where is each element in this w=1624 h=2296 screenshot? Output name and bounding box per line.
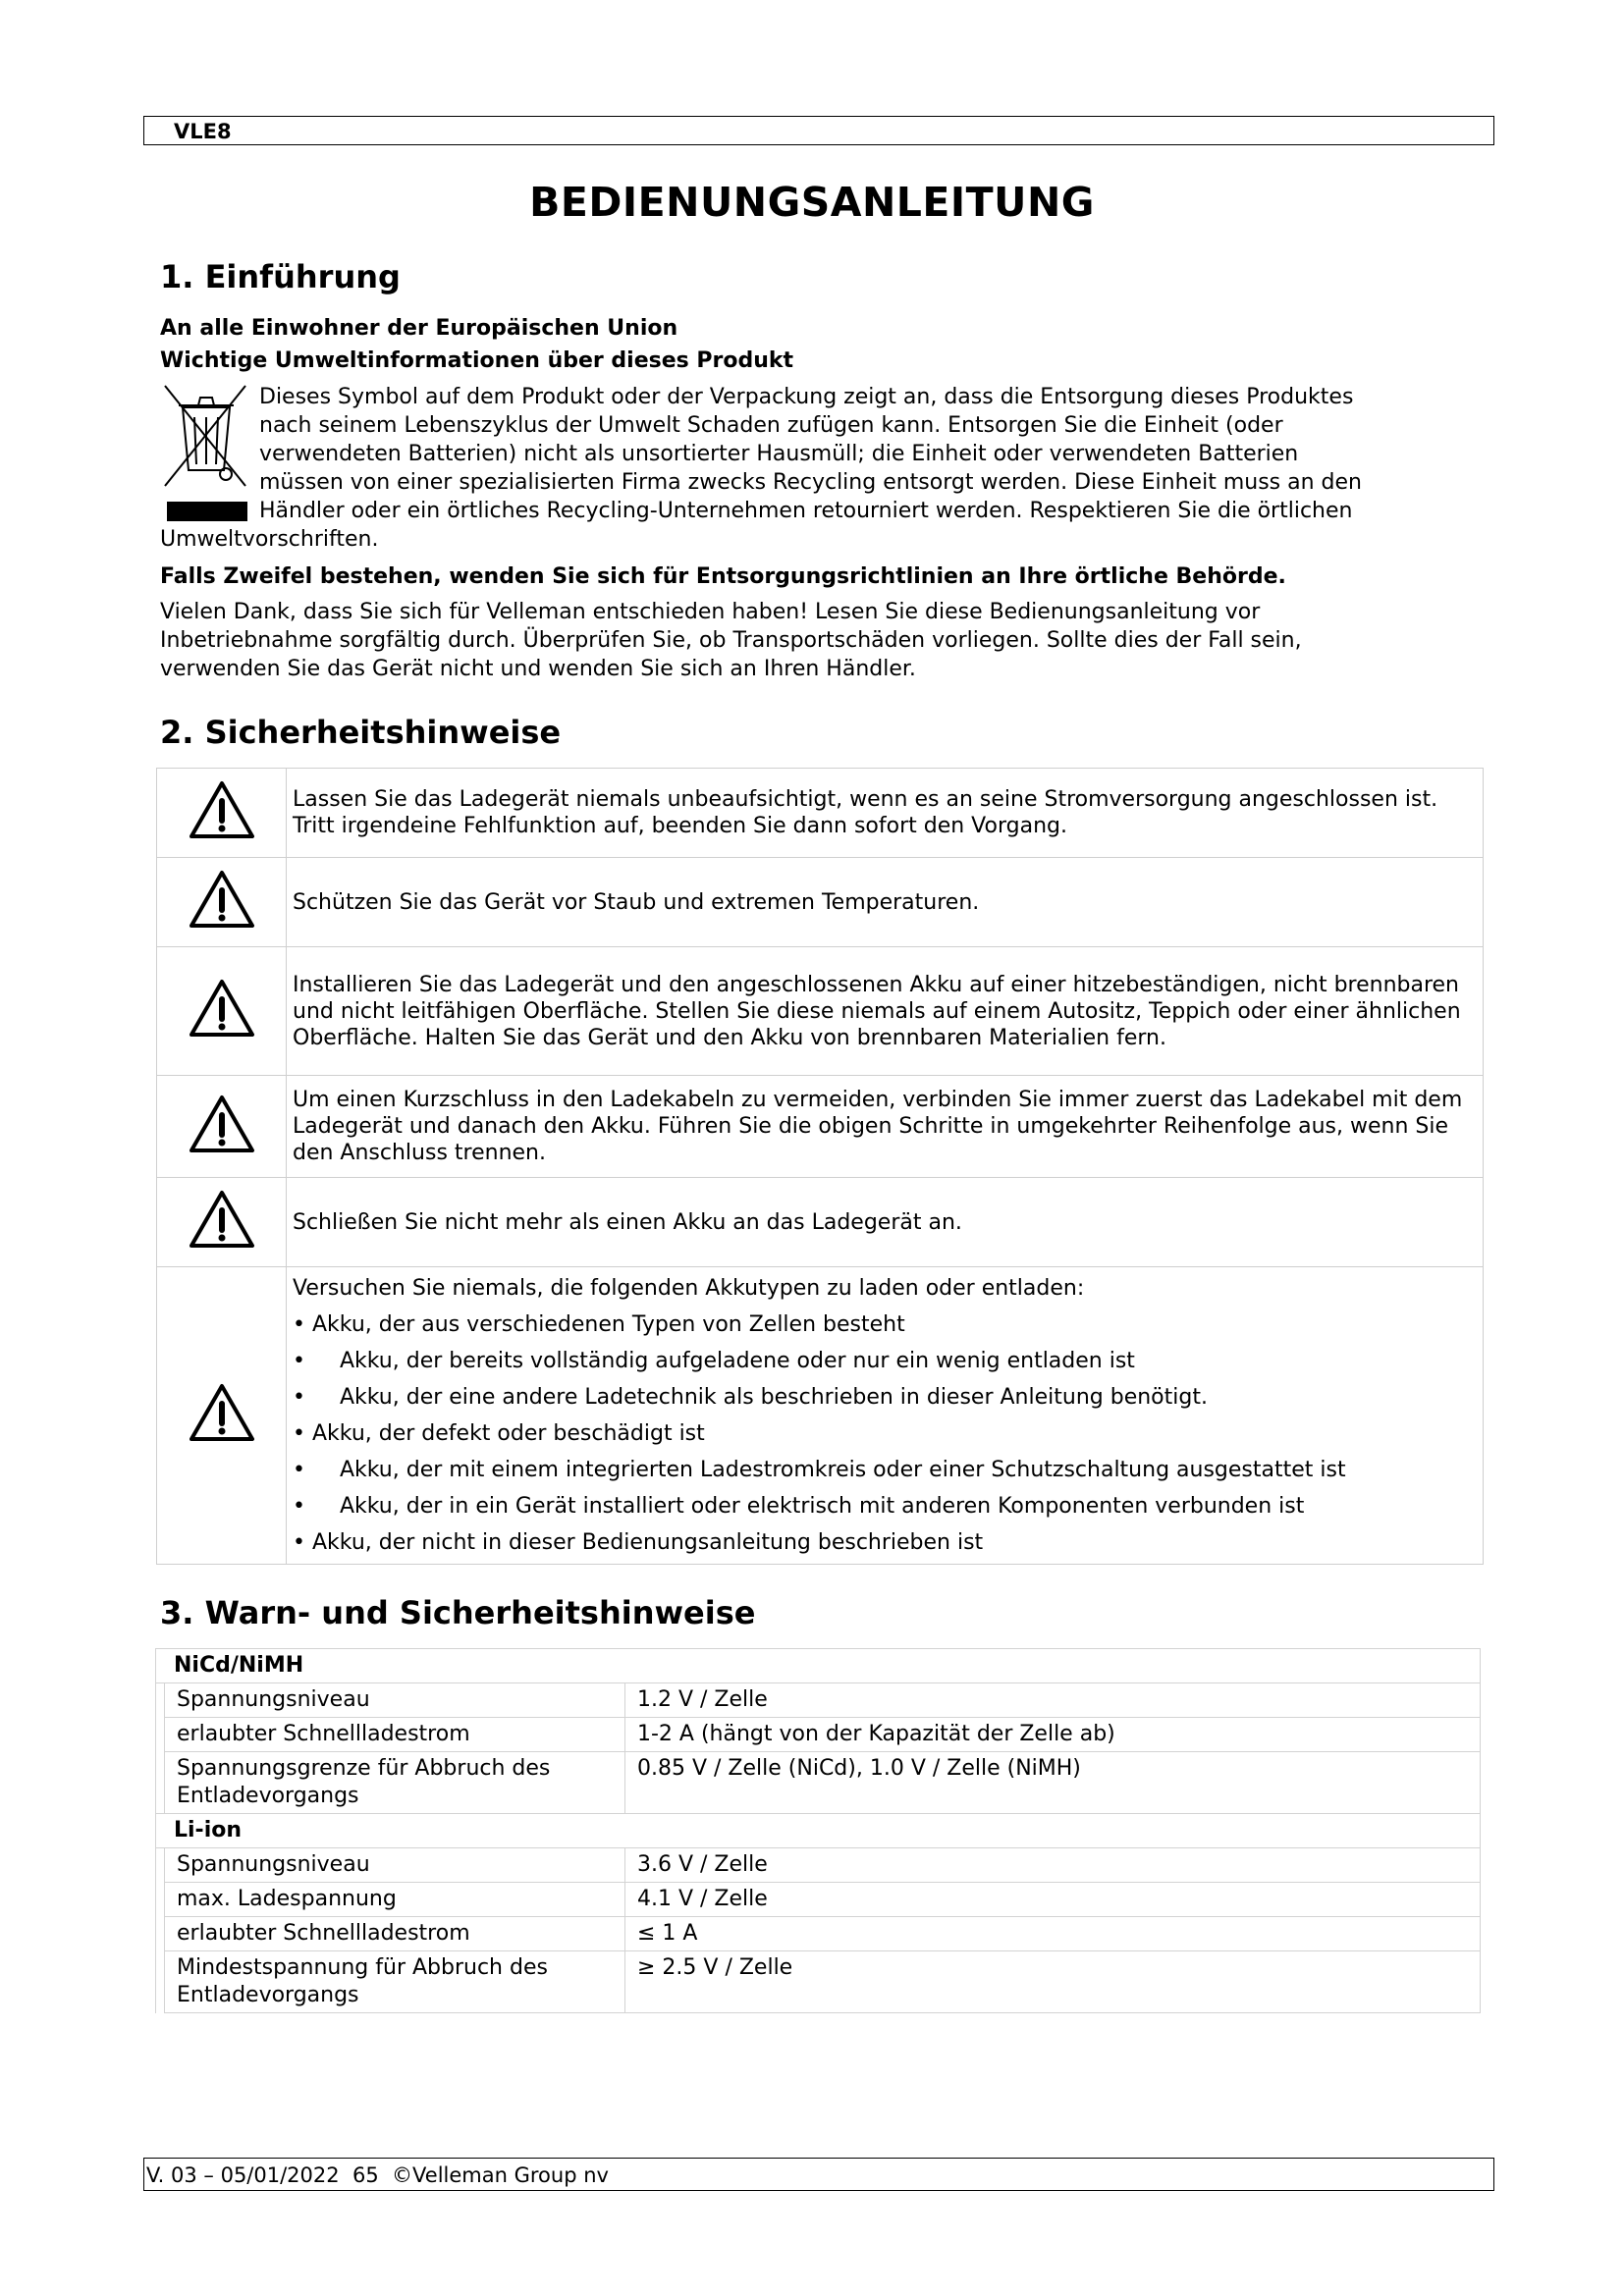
list-item: • Akku, der in ein Gerät installiert oder elektrisch mit anderen Komponenten verbunden ist xyxy=(293,1493,1305,1519)
list-item: • Akku, der nicht in dieser Bedienungsanleitung beschrieben ist xyxy=(293,1529,984,1555)
thanks-paragraph xyxy=(160,598,1302,683)
safety-text: Schließen Sie nicht mehr als einen Akku an das Ladegerät an. xyxy=(287,1178,1484,1267)
spec-label: Spannungsniveau xyxy=(165,1848,625,1883)
section-2-heading: 2. Sicherheitshinweise xyxy=(160,714,562,751)
table-row xyxy=(156,1848,1481,1883)
table-row xyxy=(156,1683,1481,1718)
safety-table xyxy=(156,768,1484,1565)
thanks-line: Vielen Dank, dass Sie sich für Velleman entschieden haben! Lesen Sie diese Bedienungsanleitung vor xyxy=(160,600,1261,624)
weee-paragraph xyxy=(259,383,1362,525)
warning-icon xyxy=(157,1178,287,1267)
list-item: • Akku, der aus verschiedenen Typen von Zellen besteht xyxy=(293,1311,905,1337)
safety-list-cell xyxy=(287,1267,1484,1565)
safety-text: Installieren Sie das Ladegerät und den angeschlossenen Akku auf einer hitzebeständigen, nicht brennbaren und nicht leitfähigen Oberfläche. Stellen Sie diese niemals auf einem Autositz, Teppich oder einer ähnlichen Oberfläche. Halten Sie das Gerät und den Akku von brennbaren Materialien fern. xyxy=(287,947,1484,1076)
spec-value: 0.85 V / Zelle (NiCd), 1.0 V / Zelle (NiMH) xyxy=(625,1752,1481,1814)
safety-text: Lassen Sie das Ladegerät niemals unbeaufsichtigt, wenn es an seine Stromversorgung angeschlossen ist. Tritt irgendeine Fehlfunktion auf, beenden Sie dann sofort den Vorgang. xyxy=(287,769,1484,858)
list-item: • Akku, der mit einem integrierten Ladestromkreis oder einer Schutzschaltung ausgestattet ist xyxy=(293,1457,1346,1482)
page-header xyxy=(143,116,1494,145)
spec-value: ≤ 1 A xyxy=(625,1917,1481,1951)
safety-row xyxy=(157,1178,1484,1267)
list-item: • Akku, der bereits vollständig aufgeladene oder nur ein wenig entladen ist xyxy=(293,1348,1135,1373)
thanks-line: verwenden Sie das Gerät nicht und wenden Sie sich an Ihren Händler. xyxy=(160,657,916,681)
spec-value: ≥ 2.5 V / Zelle xyxy=(625,1951,1481,2013)
spec-label: max. Ladespannung xyxy=(165,1883,625,1917)
model-label: VLE8 xyxy=(174,120,232,143)
group-label: NiCd/NiMH xyxy=(156,1649,1481,1683)
env-info-line: Wichtige Umweltinformationen über dieses Produkt xyxy=(160,348,794,373)
table-row xyxy=(156,1752,1481,1814)
section-3-heading: 3. Warn- und Sicherheitshinweise xyxy=(160,1594,756,1631)
page-footer xyxy=(143,2158,1494,2191)
list-item: • Akku, der eine andere Ladetechnik als beschrieben in dieser Anleitung benötigt. xyxy=(293,1384,1208,1410)
spec-label: Mindestspannung für Abbruch des Entladevorgangs xyxy=(165,1951,625,2013)
spec-value: 3.6 V / Zelle xyxy=(625,1848,1481,1883)
warning-icon xyxy=(157,947,287,1076)
table-row xyxy=(156,1917,1481,1951)
list-item: • Akku, der defekt oder beschädigt ist xyxy=(293,1420,705,1446)
battery-type-list xyxy=(293,1307,1477,1561)
footer-text: V. 03 – 05/01/2022 65 ©Velleman Group nv xyxy=(146,2163,609,2187)
warning-icon xyxy=(157,858,287,947)
document-title: BEDIENUNGSANLEITUNG xyxy=(529,179,1095,226)
table-row xyxy=(156,1718,1481,1752)
weee-line: Händler oder ein örtliches Recycling-Unternehmen retourniert werden. Respektieren Sie die örtlichen xyxy=(259,499,1353,523)
weee-bin-icon xyxy=(161,382,254,527)
safety-row xyxy=(157,947,1484,1076)
spec-value: 4.1 V / Zelle xyxy=(625,1883,1481,1917)
table-row xyxy=(156,1951,1481,2013)
safety-row xyxy=(157,1267,1484,1565)
warning-icon xyxy=(157,1267,287,1565)
weee-line: nach seinem Lebenszyklus der Umwelt Schaden zufügen kann. Entsorgen Sie die Einheit (oder xyxy=(259,413,1283,438)
spec-label: Spannungsgrenze für Abbruch des Entladevorgangs xyxy=(165,1752,625,1814)
warning-icon xyxy=(157,1076,287,1178)
spec-value: 1.2 V / Zelle xyxy=(625,1683,1481,1718)
spec-value: 1-2 A (hängt von der Kapazität der Zelle ab) xyxy=(625,1718,1481,1752)
spec-label: erlaubter Schnellladestrom xyxy=(165,1718,625,1752)
safety-row xyxy=(157,1076,1484,1178)
thanks-line: Inbetriebnahme sorgfältig durch. Überprüfen Sie, ob Transportschäden vorliegen. Sollte dies der Fall sein, xyxy=(160,628,1302,653)
safety-list-lead: Versuchen Sie niemals, die folgenden Akkutypen zu laden oder entladen: xyxy=(293,1275,1085,1301)
group-label: Li-ion xyxy=(156,1814,1481,1848)
weee-line: verwendeten Batterien) nicht als unsortierter Hausmüll; die Einheit oder verwendeten Batterien xyxy=(259,442,1299,466)
weee-line: Dieses Symbol auf dem Produkt oder der Verpackung zeigt an, dass die Entsorgung dieses Produktes xyxy=(259,385,1354,409)
eu-line: An alle Einwohner der Europäischen Union xyxy=(160,316,678,341)
spec-label: erlaubter Schnellladestrom xyxy=(165,1917,625,1951)
doubt-line: Falls Zweifel bestehen, wenden Sie sich für Entsorgungsrichtlinien an Ihre örtliche Behörde. xyxy=(160,564,1286,589)
group-row xyxy=(156,1814,1481,1848)
warning-icon xyxy=(157,769,287,858)
safety-row xyxy=(157,858,1484,947)
safety-text: Um einen Kurzschluss in den Ladekabeln zu vermeiden, verbinden Sie immer zuerst das Ladekabel mit dem Ladegerät und danach den Akku. Führen Sie die obigen Schritte in umgekehrter Reihenfolge aus, wenn Sie den Anschluss trennen. xyxy=(287,1076,1484,1178)
weee-last-line: Umweltvorschriften. xyxy=(160,527,379,552)
section-1-heading: 1. Einführung xyxy=(160,258,401,295)
group-row xyxy=(156,1649,1481,1683)
safety-text: Schützen Sie das Gerät vor Staub und extremen Temperaturen. xyxy=(287,858,1484,947)
table-row xyxy=(156,1883,1481,1917)
battery-specs-table xyxy=(155,1648,1481,2013)
weee-line: müssen von einer spezialisierten Firma zwecks Recycling entsorgt werden. Diese Einheit muss an den xyxy=(259,470,1362,495)
spec-label: Spannungsniveau xyxy=(165,1683,625,1718)
safety-row xyxy=(157,769,1484,858)
